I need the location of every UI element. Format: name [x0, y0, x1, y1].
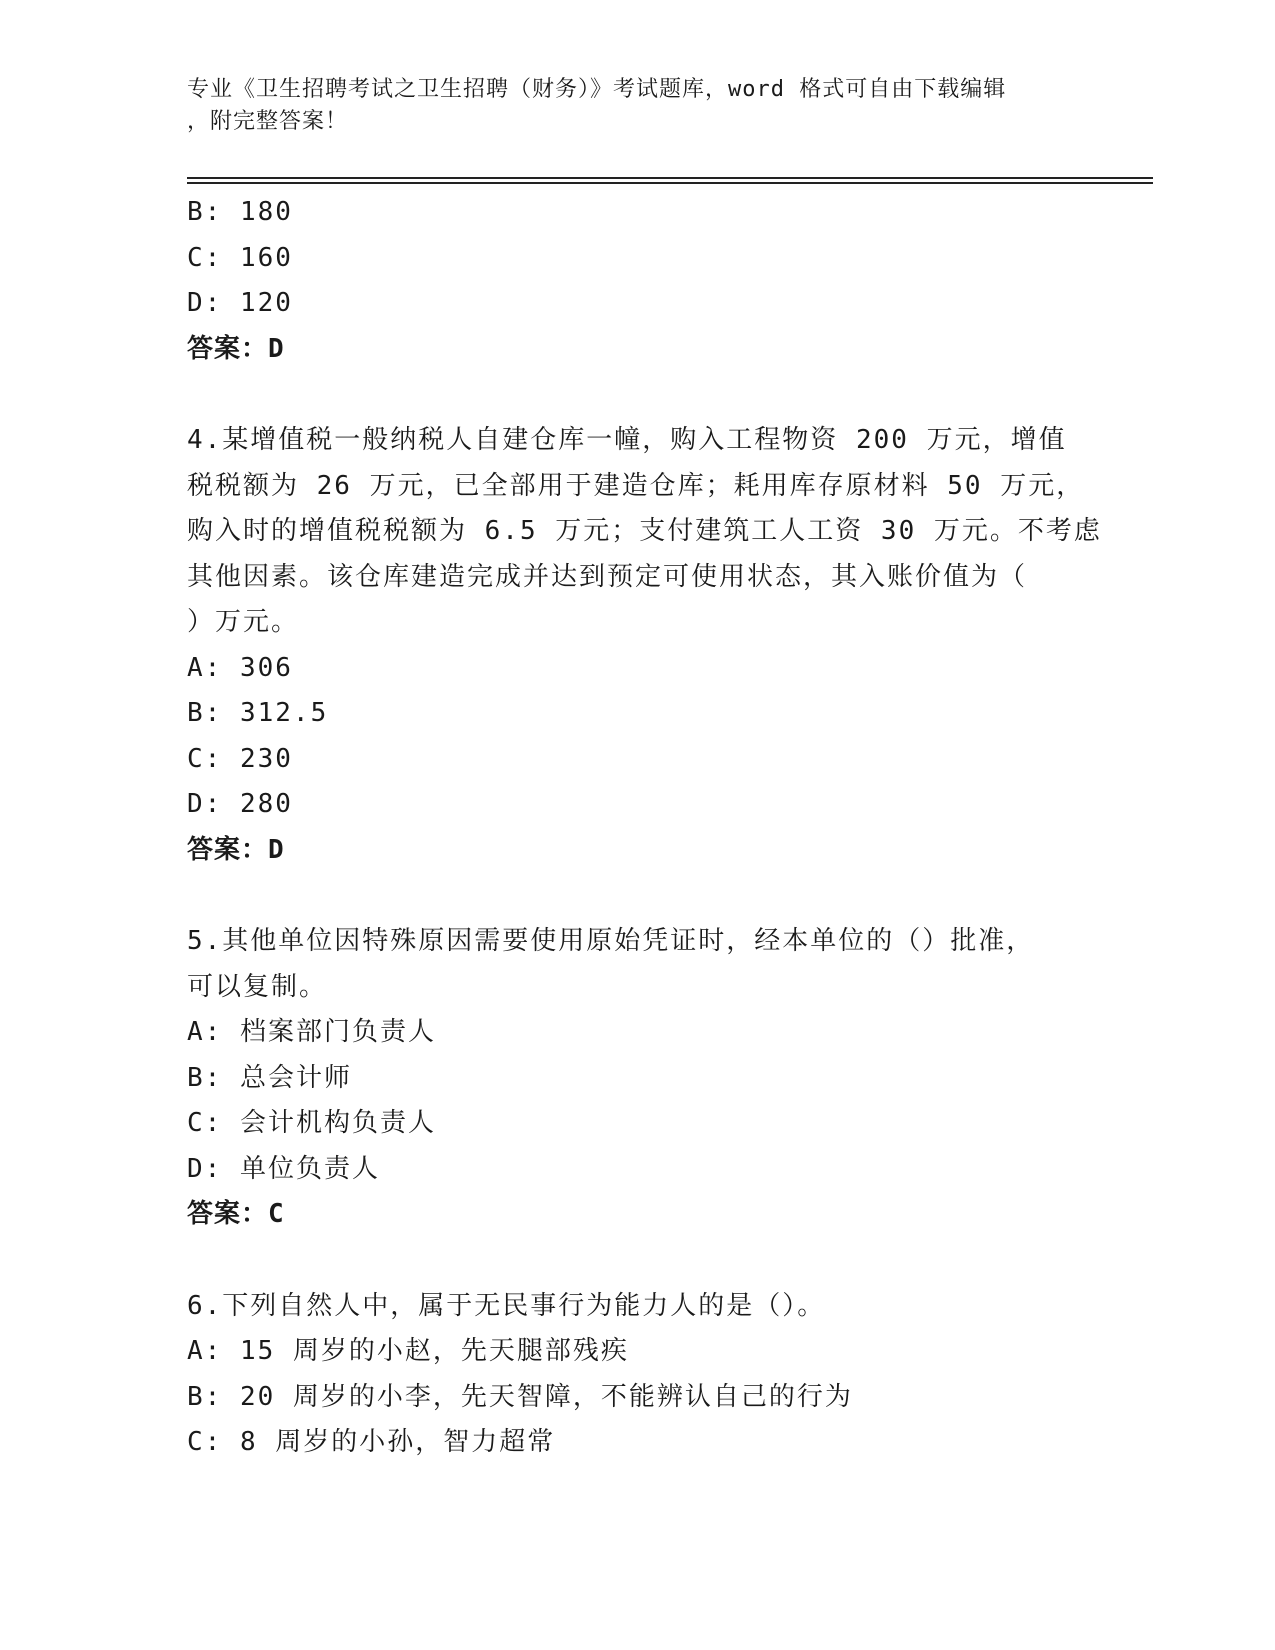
- question-4: [187, 418, 1102, 873]
- answer: 答案：C: [187, 1199, 285, 1229]
- answer: 答案：D: [187, 834, 285, 865]
- header-divider-top: [187, 177, 1153, 179]
- header-line-1: 专业《卫生招聘考试之卫生招聘（财务）》考试题库，word 格式可自由下载编辑: [187, 77, 1007, 102]
- spacer: [187, 873, 1087, 919]
- document-header: [187, 74, 1067, 138]
- option-b: B: 180: [187, 197, 293, 227]
- option-a: A: 306: [187, 652, 293, 683]
- question-5: [187, 919, 1087, 1238]
- question-text-line: 可以复制。: [187, 971, 328, 1002]
- option-c: C: 会计机构负责人: [187, 1108, 436, 1138]
- option-d: D: 280: [187, 789, 293, 819]
- question-3-fragment: [187, 190, 1087, 372]
- option-c: C: 8 周岁的小孙，智力超常: [187, 1427, 556, 1457]
- question-text-line: 4.某增值税一般纳税人自建仓库一幢，购入工程物资 200 万元，增值: [187, 425, 1067, 455]
- header-line-2: ，附完整答案！: [187, 109, 349, 134]
- option-b: B: 20 周岁的小李，先天智障，不能辨认自己的行为: [187, 1381, 853, 1412]
- option-d: D: 120: [187, 288, 293, 318]
- option-a: A: 15 周岁的小赵，先天腿部残疾: [187, 1336, 629, 1366]
- question-text-line: 其他因素。该仓库建造完成并达到预定可使用状态，其入账价值为（: [187, 561, 1028, 592]
- option-b: B: 总会计师: [187, 1062, 352, 1093]
- question-text-line: ）万元。: [187, 607, 300, 637]
- question-text-line: 5.其他单位因特殊原因需要使用原始凭证时，经本单位的（）批准，: [187, 926, 1035, 956]
- option-c: C: 230: [187, 743, 293, 774]
- option-b: B: 312.5: [187, 698, 329, 728]
- question-text-line: 6.下列自然人中，属于无民事行为能力人的是（）。: [187, 1290, 826, 1321]
- option-a: A: 档案部门负责人: [187, 1017, 436, 1047]
- option-c: C: 160: [187, 242, 293, 273]
- question-list: [187, 190, 1102, 1466]
- question-text-line: 税税额为 26 万元，已全部用于建造仓库；耗用库存原材料 50 万元，: [187, 470, 1085, 501]
- question-text-line: 购入时的增值税税额为 6.5 万元；支付建筑工人工资 30 万元。不考虑: [187, 516, 1102, 546]
- spacer: [187, 1238, 1087, 1284]
- answer: 答案：D: [187, 333, 285, 364]
- header-divider-bottom: [187, 182, 1153, 184]
- spacer: [187, 372, 1087, 418]
- option-d: D: 单位负责人: [187, 1153, 380, 1184]
- question-6: [187, 1284, 1087, 1466]
